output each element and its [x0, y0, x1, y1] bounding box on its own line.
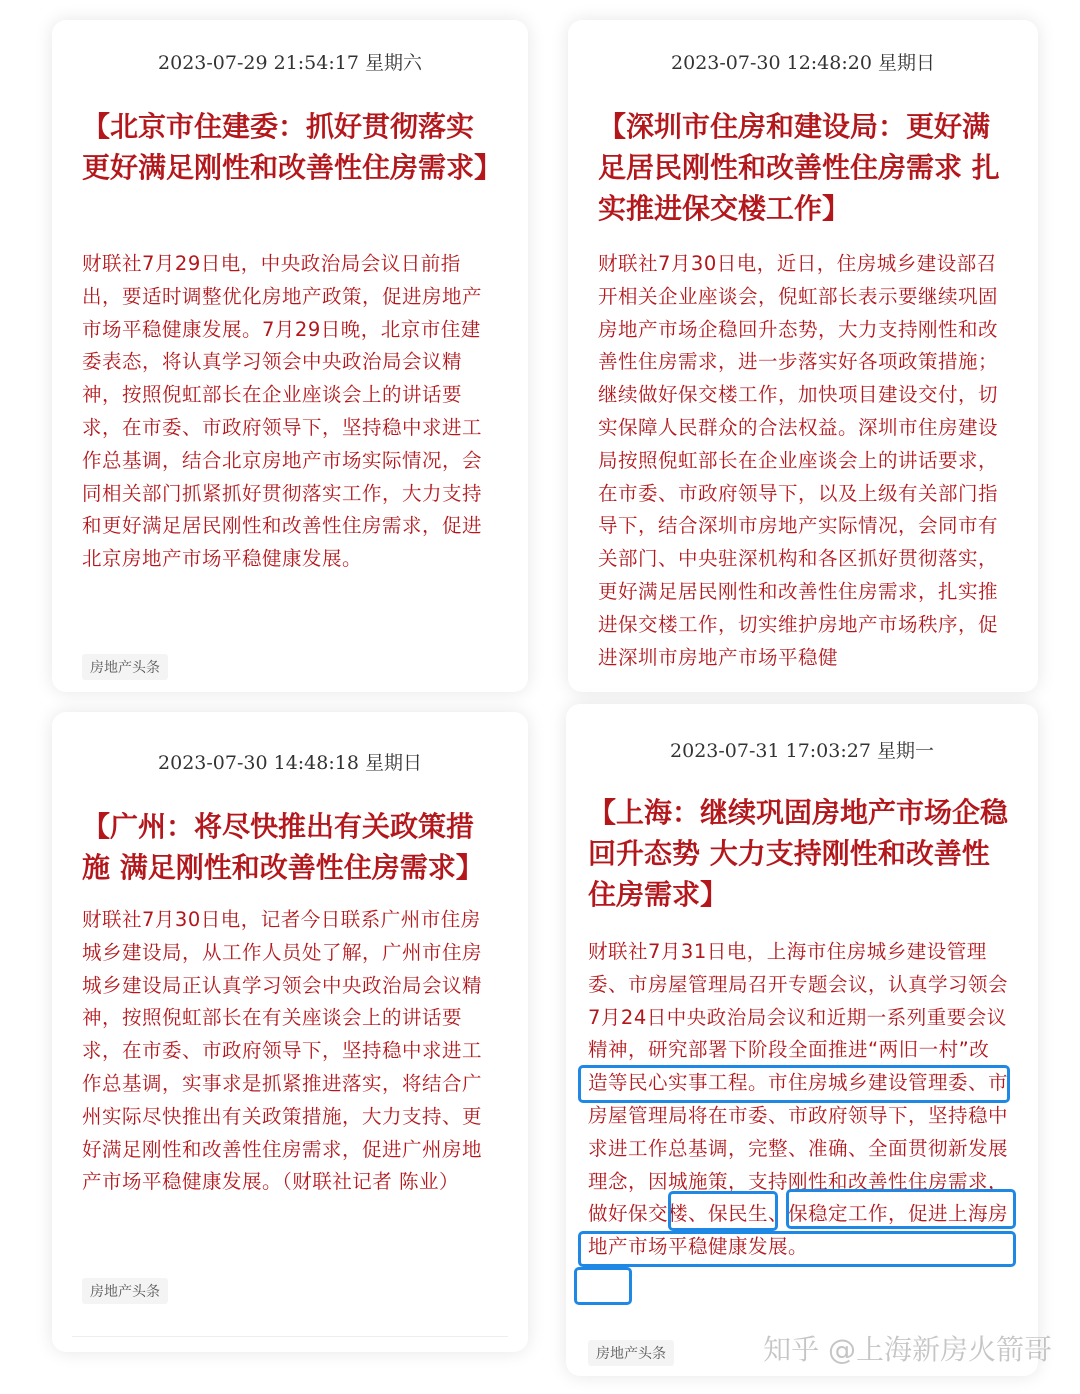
- timestamp: 2023-07-29 21:54:17 星期六: [158, 52, 422, 74]
- headline: 【上海：继续巩固房地产市场企稳回升态势 大力支持刚性和改善性住房需求】: [588, 796, 1009, 911]
- watermark: 知乎 @上海新房火箭哥: [763, 1333, 1052, 1366]
- timestamp: 2023-07-30 14:48:18 星期日: [158, 752, 422, 774]
- news-card-shanghai[interactable]: [566, 704, 1038, 1376]
- highlight-box-support-demand-cont: [578, 1231, 1016, 1267]
- timestamp: 2023-07-31 17:03:27 星期一: [670, 740, 934, 762]
- headline: 【深圳市住房和建设局：更好满足居民刚性和改善性住房需求 扎实推进保交楼工作】: [598, 110, 1000, 225]
- highlight-box-yinchengshice: [668, 1191, 778, 1231]
- source-tag[interactable]: 房地产头条: [82, 1278, 168, 1304]
- timestamp: 2023-07-30 12:48:20 星期日: [671, 52, 935, 74]
- headline: 【北京市住建委：抓好贯彻落实更好满足刚性和改善性住房需求】: [82, 110, 503, 184]
- divider: [72, 1336, 508, 1337]
- source-tag[interactable]: 房地产头条: [588, 1340, 674, 1366]
- article-body: 财联社7月30日电，近日，住房城乡建设部召开相关企业座谈会，倪虹部长表示要继续巩固房地产市场企稳回升态势，大力支持刚性和改善性住房需求，进一步落实好各项政策措施；继续做好保交楼工作，加快项目建设交付，切实保障人民群众的合法权益。深圳市住房建设局按照倪虹部长在企业座谈会上的讲话要求，在市委、市政府领导下，以及上级有关部门指导下，结合深圳市房地产实际情况，会同市有关部门、中央驻深机构和各区抓好贯彻落实，更好满足居民刚性和改善性住房需求，扎实推进保交楼工作，切实维护房地产市场秩序，促进深圳市房地产市场平稳健: [598, 252, 999, 669]
- news-card-guangzhou[interactable]: [52, 712, 528, 1352]
- source-tag[interactable]: 房地产头条: [82, 654, 168, 680]
- news-card-shenzhen[interactable]: [568, 20, 1038, 692]
- highlight-box-support-demand: [786, 1189, 1016, 1229]
- headline: 【广州：将尽快推出有关政策措施 满足刚性和改善性住房需求】: [82, 810, 484, 884]
- article-body: 财联社7月31日电，上海市住房城乡建设管理委、市房屋管理局召开专题会议，认真学习领会7月24日中央政治局会议和近期一系列重要会议精神，研究部署下阶段全面推进“两旧一村”改造等民心实事工程。市住房城乡建设管理委、市房屋管理局将在市委、市政府领导下，坚持稳中求进工作总基调，完整、准确、全面贯彻新发展理念，因城施策，支持刚性和改善性住房需求，做好保交楼、保民生、保稳定工作，促进上海房地产市场平稳健康发展。: [588, 940, 1009, 1259]
- highlight-box-liangjiuyicun: [578, 1065, 1010, 1103]
- article-body: 财联社7月30日电，记者今日联系广州市住房城乡建设局，从工作人员处了解，广州市住房城乡建设局正认真学习领会中央政治局会议精神，按照倪虹部长在有关座谈会上的讲话要求，在市委、市政府领导下，坚持稳中求进工作总基调，实事求是抓紧推进落实，将结合广州实际尽快推出有关政策措施，大力支持、更好满足刚性和改善性住房需求，促进广州房地产市场平稳健康发展。（财联社记者 陈业）: [82, 908, 483, 1194]
- highlight-box-work: [574, 1267, 632, 1305]
- article-body: 财联社7月29日电，中央政治局会议日前指出，要适时调整优化房地产政策，促进房地产市场平稳健康发展。7月29日晚，北京市住建委表态，将认真学习领会中央政治局会议精神，按照倪虹部长在企业座谈会上的讲话要求，在市委、市政府领导下，坚持稳中求进工作总基调，结合北京房地产市场实际情况，会同相关部门抓紧抓好贯彻落实工作，大力支持和更好满足居民刚性和改善性住房需求，促进北京房地产市场平稳健康发展。: [82, 252, 483, 571]
- news-card-beijing[interactable]: [52, 20, 528, 692]
